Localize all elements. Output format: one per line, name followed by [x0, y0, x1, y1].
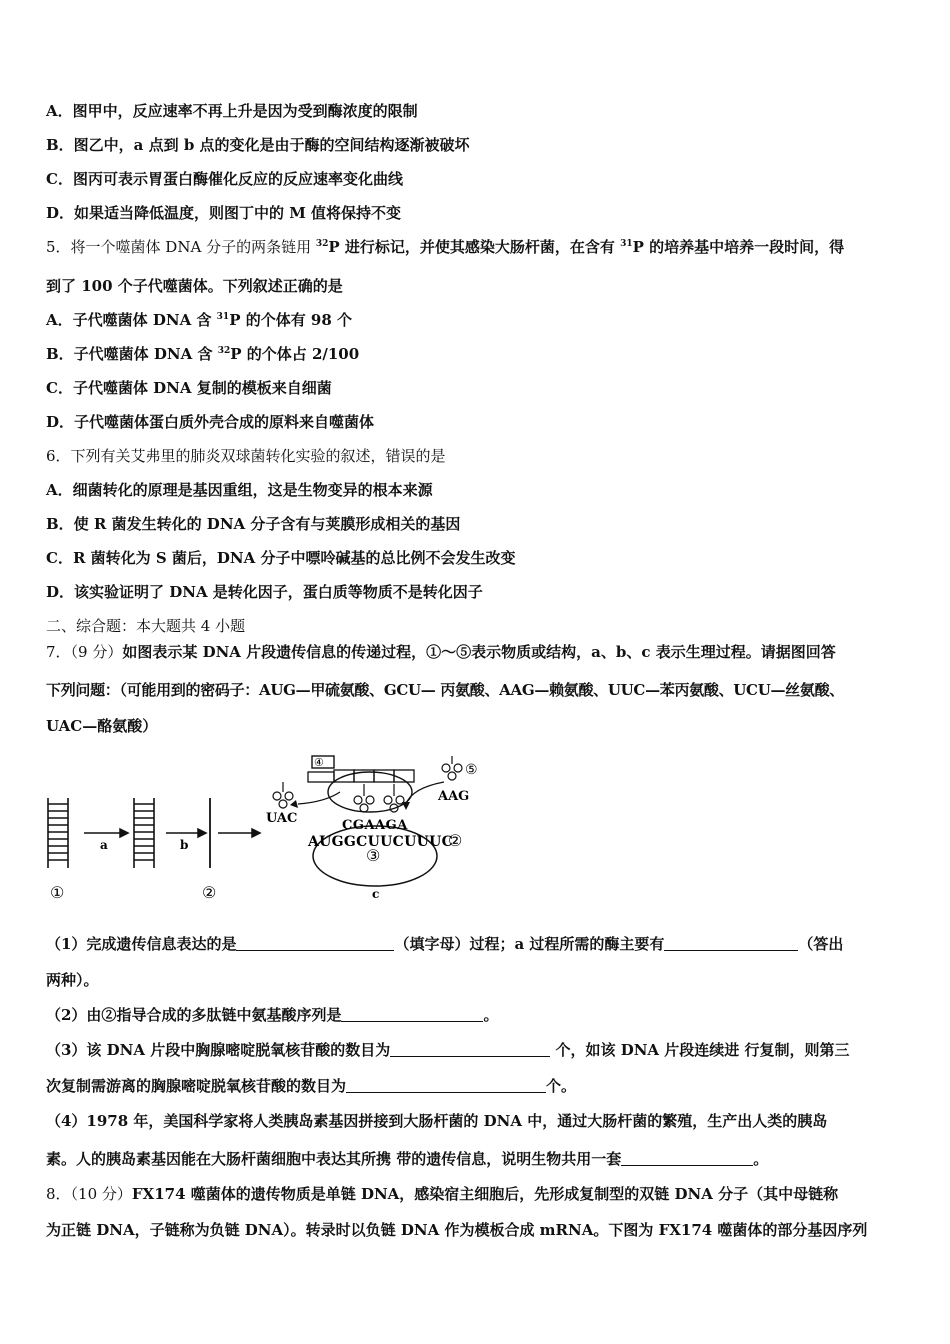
- answer-blank[interactable]: [346, 1078, 546, 1093]
- diagram-label-1: ①: [50, 883, 65, 902]
- q8-number: 8．（10 分）: [46, 1185, 132, 1203]
- section-heading: 二、综合题：本大题共 4 小题: [46, 617, 246, 635]
- q7-part4-cont: [46, 1149, 768, 1169]
- trna-incoming-icon: [442, 756, 462, 780]
- answer-blank[interactable]: [236, 936, 394, 951]
- q6-option-d: D．该实验证明了 DNA 是转化因子，蛋白质等物质不是转化因子: [46, 583, 483, 601]
- q4-option-d: D．如果适当降低温度，则图丁中的 M 值将保持不变: [46, 204, 402, 222]
- mrna-sequence: AUGGCUUCUUUC: [308, 834, 454, 850]
- q7-part4-b: 素。人的胰岛素基因能在大肠杆菌细胞中表达其所携 带的遗传信息，说明生物共用一套: [46, 1150, 622, 1168]
- q7-part3-b: 个，如该 DNA 片段连续进 行复制，则第三: [550, 1041, 850, 1059]
- q5-option-a: [46, 310, 352, 330]
- process-c-label: c: [372, 887, 380, 901]
- q7-part2-a: （2）由②指导合成的多肽链中氨基酸序列是: [46, 1006, 342, 1024]
- q5-option-b-sup: 32: [217, 346, 231, 356]
- arrow-icon: [218, 829, 260, 837]
- diagram-label-4: ④: [314, 756, 324, 769]
- q7-stem-text: 如图表示某 DNA 片段遗传信息的传递过程，①～⑤表示物质或结构，a、b、c 表示生理过程。请据图回答: [122, 643, 836, 661]
- uac-label: UAC: [266, 811, 298, 826]
- dna-copy-icon: [134, 798, 154, 868]
- q5-stem-line2: 到了 100 个子代噬菌体。下列叙述正确的是: [46, 277, 343, 295]
- q6-stem: 6．下列有关艾弗里的肺炎双球菌转化实验的叙述，错误的是: [46, 447, 446, 465]
- q5-option-c: C．子代噬菌体 DNA 复制的模板来自细菌: [46, 379, 332, 397]
- answer-blank[interactable]: [390, 1042, 550, 1057]
- q5-sup-32: 32: [315, 239, 329, 249]
- q5-option-a-post: P 的个体有 98 个: [229, 311, 353, 329]
- q7-number: 7．（9 分）: [46, 643, 123, 661]
- diagram-label-mrna-2: ②: [448, 831, 463, 850]
- answer-blank[interactable]: [341, 1007, 483, 1022]
- answer-blank[interactable]: [621, 1151, 753, 1166]
- q7-part4-c: 。: [753, 1150, 769, 1168]
- answer-blank[interactable]: [664, 936, 798, 951]
- q7-part3-a: （3）该 DNA 片段中胸腺嘧啶脱氧核苷酸的数目为: [46, 1041, 391, 1059]
- q8-line2: 为正链 DNA，子链称为负链 DNA）。转录时以负链 DNA 作为模板合成 mRNA。下图为 FX174 噬菌体的部分基因序列: [46, 1221, 868, 1239]
- q5-option-b-pre: B．子代噬菌体 DNA 含: [46, 345, 218, 363]
- q7-part3-cont: [46, 1076, 576, 1096]
- diagram-label-2: ②: [202, 883, 217, 902]
- diagram-label-5: ⑤: [465, 762, 478, 778]
- q6-option-c: C．R 菌转化为 S 菌后，DNA 分子中嘌呤碱基的总比例不会发生改变: [46, 549, 516, 567]
- q7-part1-a: （1）完成遗传信息表达的是: [46, 935, 237, 953]
- q5-option-d: D．子代噬菌体蛋白质外壳合成的原料来自噬菌体: [46, 413, 375, 431]
- q7-part1: [46, 934, 843, 954]
- q7-part4: （4）1978 年，美国科学家将人类胰岛素基因拼接到大肠杆菌的 DNA 中，通过大肠杆菌的繁殖，生产出人类的胰岛: [46, 1112, 828, 1130]
- q4-option-b: B．图乙中，a 点到 b 点的变化是由于酶的空间结构逐渐被破坏: [46, 136, 470, 154]
- q5-option-b: [46, 344, 359, 364]
- q5-option-b-post: P 的个体占 2/100: [230, 345, 360, 363]
- q7-part1-b: （填字母）过程；a 过程所需的酶主要有: [394, 935, 665, 953]
- q6-option-b: B．使 R 菌发生转化的 DNA 分子含有与荚膜形成相关的基因: [46, 515, 461, 533]
- q5-stem-part2: P 进行标记，并使其感染大肠杆菌，在含有: [328, 238, 621, 256]
- q5-option-a-pre: A．子代噬菌体 DNA 含: [46, 311, 217, 329]
- q5-stem-part3: P 的培养基中培养一段时间，得: [632, 238, 845, 256]
- arrow-b-icon: [166, 829, 206, 837]
- q7-part1-c: （答出: [798, 935, 844, 953]
- q7-part3-d: 个。: [546, 1077, 577, 1095]
- q7-part2: [46, 1005, 498, 1025]
- enter-arrowhead-icon: [402, 802, 410, 810]
- trna-leaving-icon: [273, 782, 293, 808]
- q7-part2-b: 。: [483, 1006, 499, 1024]
- q8-line1-text: FX174 噬菌体的遗传物质是单链 DNA，感染宿主细胞后，先形成复制型的双链 DNA 分子（其中母链称: [131, 1185, 839, 1203]
- exit-arrowhead-icon: [290, 800, 298, 808]
- q7-part3-c: 次复制需游离的胸腺嘧啶脱氧核苷酸的数目为: [46, 1077, 347, 1095]
- q5-stem-part1: 5．将一个噬菌体 DNA 分子的两条链用: [46, 238, 316, 256]
- anticodon-sequence: CGAAGA: [342, 818, 408, 833]
- q6-option-a: A．细菌转化的原理是基因重组，这是生物变异的根本来源: [46, 481, 433, 499]
- q7-stem-line1: [46, 642, 836, 662]
- q5-sup-31: 31: [620, 239, 633, 249]
- arrow-a-label: a: [100, 838, 108, 852]
- q5-option-a-sup: 31: [216, 312, 230, 322]
- arrow-a-icon: [84, 829, 128, 837]
- q7-stem-line2: 下列问题：（可能用到的密码子：AUG—甲硫氨酸、GCU— 丙氨酸、AAG—赖氨酸、UUC—苯丙氨酸、UCU—丝氨酸、: [46, 681, 844, 699]
- q4-option-c: C．图丙可表示胃蛋白酶催化反应的反应速率变化曲线: [46, 170, 403, 188]
- diagram-label-3: ③: [366, 846, 381, 865]
- polypeptide-chain-icon: [308, 772, 334, 782]
- aag-label: AAG: [438, 789, 470, 804]
- arrow-b-label: b: [180, 838, 189, 852]
- q4-option-a: A．图甲中，反应速率不再上升是因为受到酶浓度的限制: [46, 102, 418, 120]
- gene-expression-diagram: [40, 748, 480, 908]
- q8-line1: [46, 1184, 838, 1204]
- dna-double-helix-icon: [48, 798, 68, 868]
- q7-part3: [46, 1040, 850, 1060]
- ribosome-large-subunit: [328, 772, 412, 812]
- q7-stem-line3: UAC—酪氨酸）: [46, 717, 158, 735]
- q5-stem: [46, 237, 844, 257]
- q7-part1-cont: 两种）。: [46, 971, 99, 989]
